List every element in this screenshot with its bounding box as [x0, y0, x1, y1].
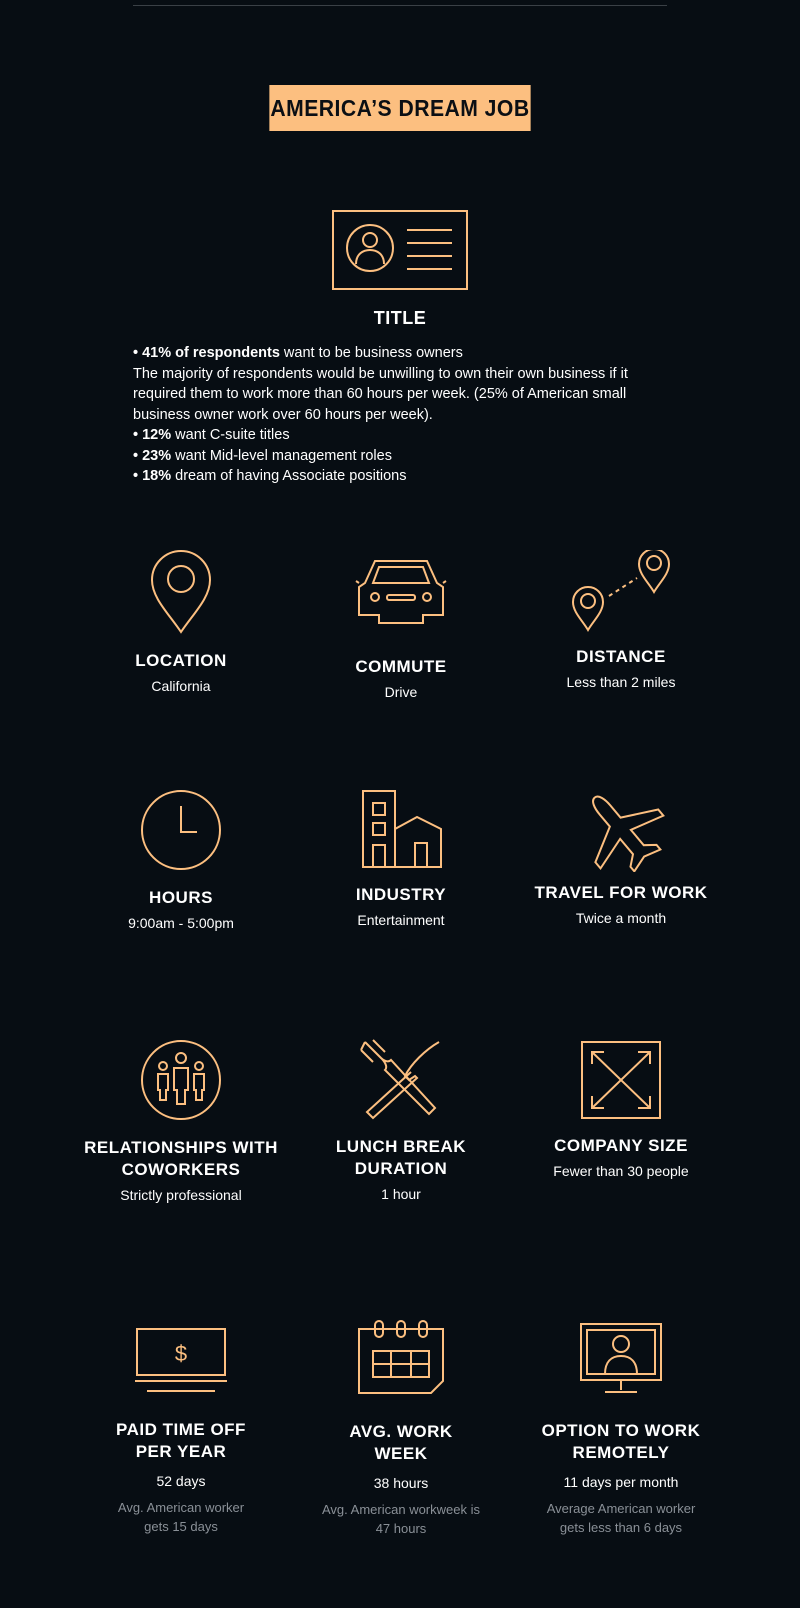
commute-item [281, 557, 521, 700]
relationships-item [61, 1038, 301, 1203]
lunch-item [281, 1038, 521, 1202]
car-icon [355, 557, 447, 625]
title-heading: TITLE [373, 308, 427, 328]
lunch-heading: LUNCH BREAK DURATION [335, 1137, 467, 1178]
work-week-note: Avg. American workweek is 47 hours [322, 1502, 480, 1536]
pto-item [61, 1327, 301, 1536]
commute-value: Drive [384, 684, 418, 700]
buildings-icon [357, 789, 445, 869]
pto-value: 52 days [156, 1473, 206, 1489]
title-paragraph: The majority of respondents would be unwilling to own their own business if it required them to work more than 60 hours per week. (25% of American small business owner work over 60 hours per week). [133, 365, 628, 423]
lunch-value: 1 hour [381, 1186, 421, 1202]
dollar-monitor-icon [135, 1327, 227, 1393]
work-week-heading: AVG. WORK WEEK [349, 1422, 453, 1463]
expand-arrows-icon [580, 1040, 662, 1120]
fork-knife-icon [359, 1038, 443, 1122]
travel-heading: TRAVEL FOR WORK [534, 883, 708, 902]
company-size-item [501, 1040, 741, 1179]
location-heading: LOCATION [135, 651, 227, 670]
title-body [133, 343, 673, 487]
company-size-value: Fewer than 30 people [553, 1163, 689, 1179]
location-value: California [151, 678, 211, 694]
distance-heading: DISTANCE [576, 647, 666, 666]
calendar-icon [357, 1319, 445, 1395]
hours-heading: HOURS [149, 888, 213, 907]
remote-note: Average American worker gets less than 6 days [546, 1501, 696, 1535]
distance-value: Less than 2 miles [566, 674, 676, 690]
remote-monitor-icon [579, 1322, 663, 1396]
industry-item [281, 789, 521, 928]
location-item [61, 548, 301, 694]
top-divider [133, 5, 667, 6]
travel-item [501, 786, 741, 926]
title-line-3: • 23% want Mid-level management roles [133, 447, 392, 464]
work-week-value: 38 hours [373, 1475, 429, 1491]
distance-item [501, 550, 741, 690]
title-line-2: • 12% want C-suite titles [133, 427, 290, 443]
industry-heading: INDUSTRY [355, 885, 447, 904]
title-line-1: • 41% of respondents want to be business owners [133, 345, 463, 361]
relationships-heading: RELATIONSHIPS WITH COWORKERS [84, 1138, 278, 1179]
pto-heading: PAID TIME OFF PER YEAR [116, 1420, 246, 1461]
remote-heading: OPTION TO WORK REMOTELY [541, 1421, 701, 1462]
airplane-icon [576, 786, 666, 872]
route-pins-icon [571, 550, 671, 632]
map-pin-icon [149, 548, 213, 634]
people-icon [139, 1038, 223, 1122]
travel-value: Twice a month [575, 910, 667, 926]
industry-value: Entertainment [357, 912, 445, 928]
title-line-4: • 18% dream of having Associate positions [133, 468, 407, 484]
relationships-value: Strictly professional [120, 1187, 242, 1203]
svg-text:$: $ [174, 1341, 188, 1366]
id-card-icon [332, 210, 468, 290]
pto-note: Avg. American worker gets 15 days [117, 1500, 245, 1534]
remote-item [501, 1322, 741, 1537]
work-week-item [281, 1319, 521, 1538]
remote-value: 11 days per month [563, 1474, 679, 1490]
page-title-banner: AMERICA’S DREAM JOB [269, 85, 530, 131]
hours-item [61, 788, 301, 931]
clock-icon [139, 788, 223, 872]
hours-value: 9:00am - 5:00pm [128, 915, 234, 931]
commute-heading: COMMUTE [355, 657, 447, 676]
company-size-heading: COMPANY SIZE [554, 1136, 688, 1155]
